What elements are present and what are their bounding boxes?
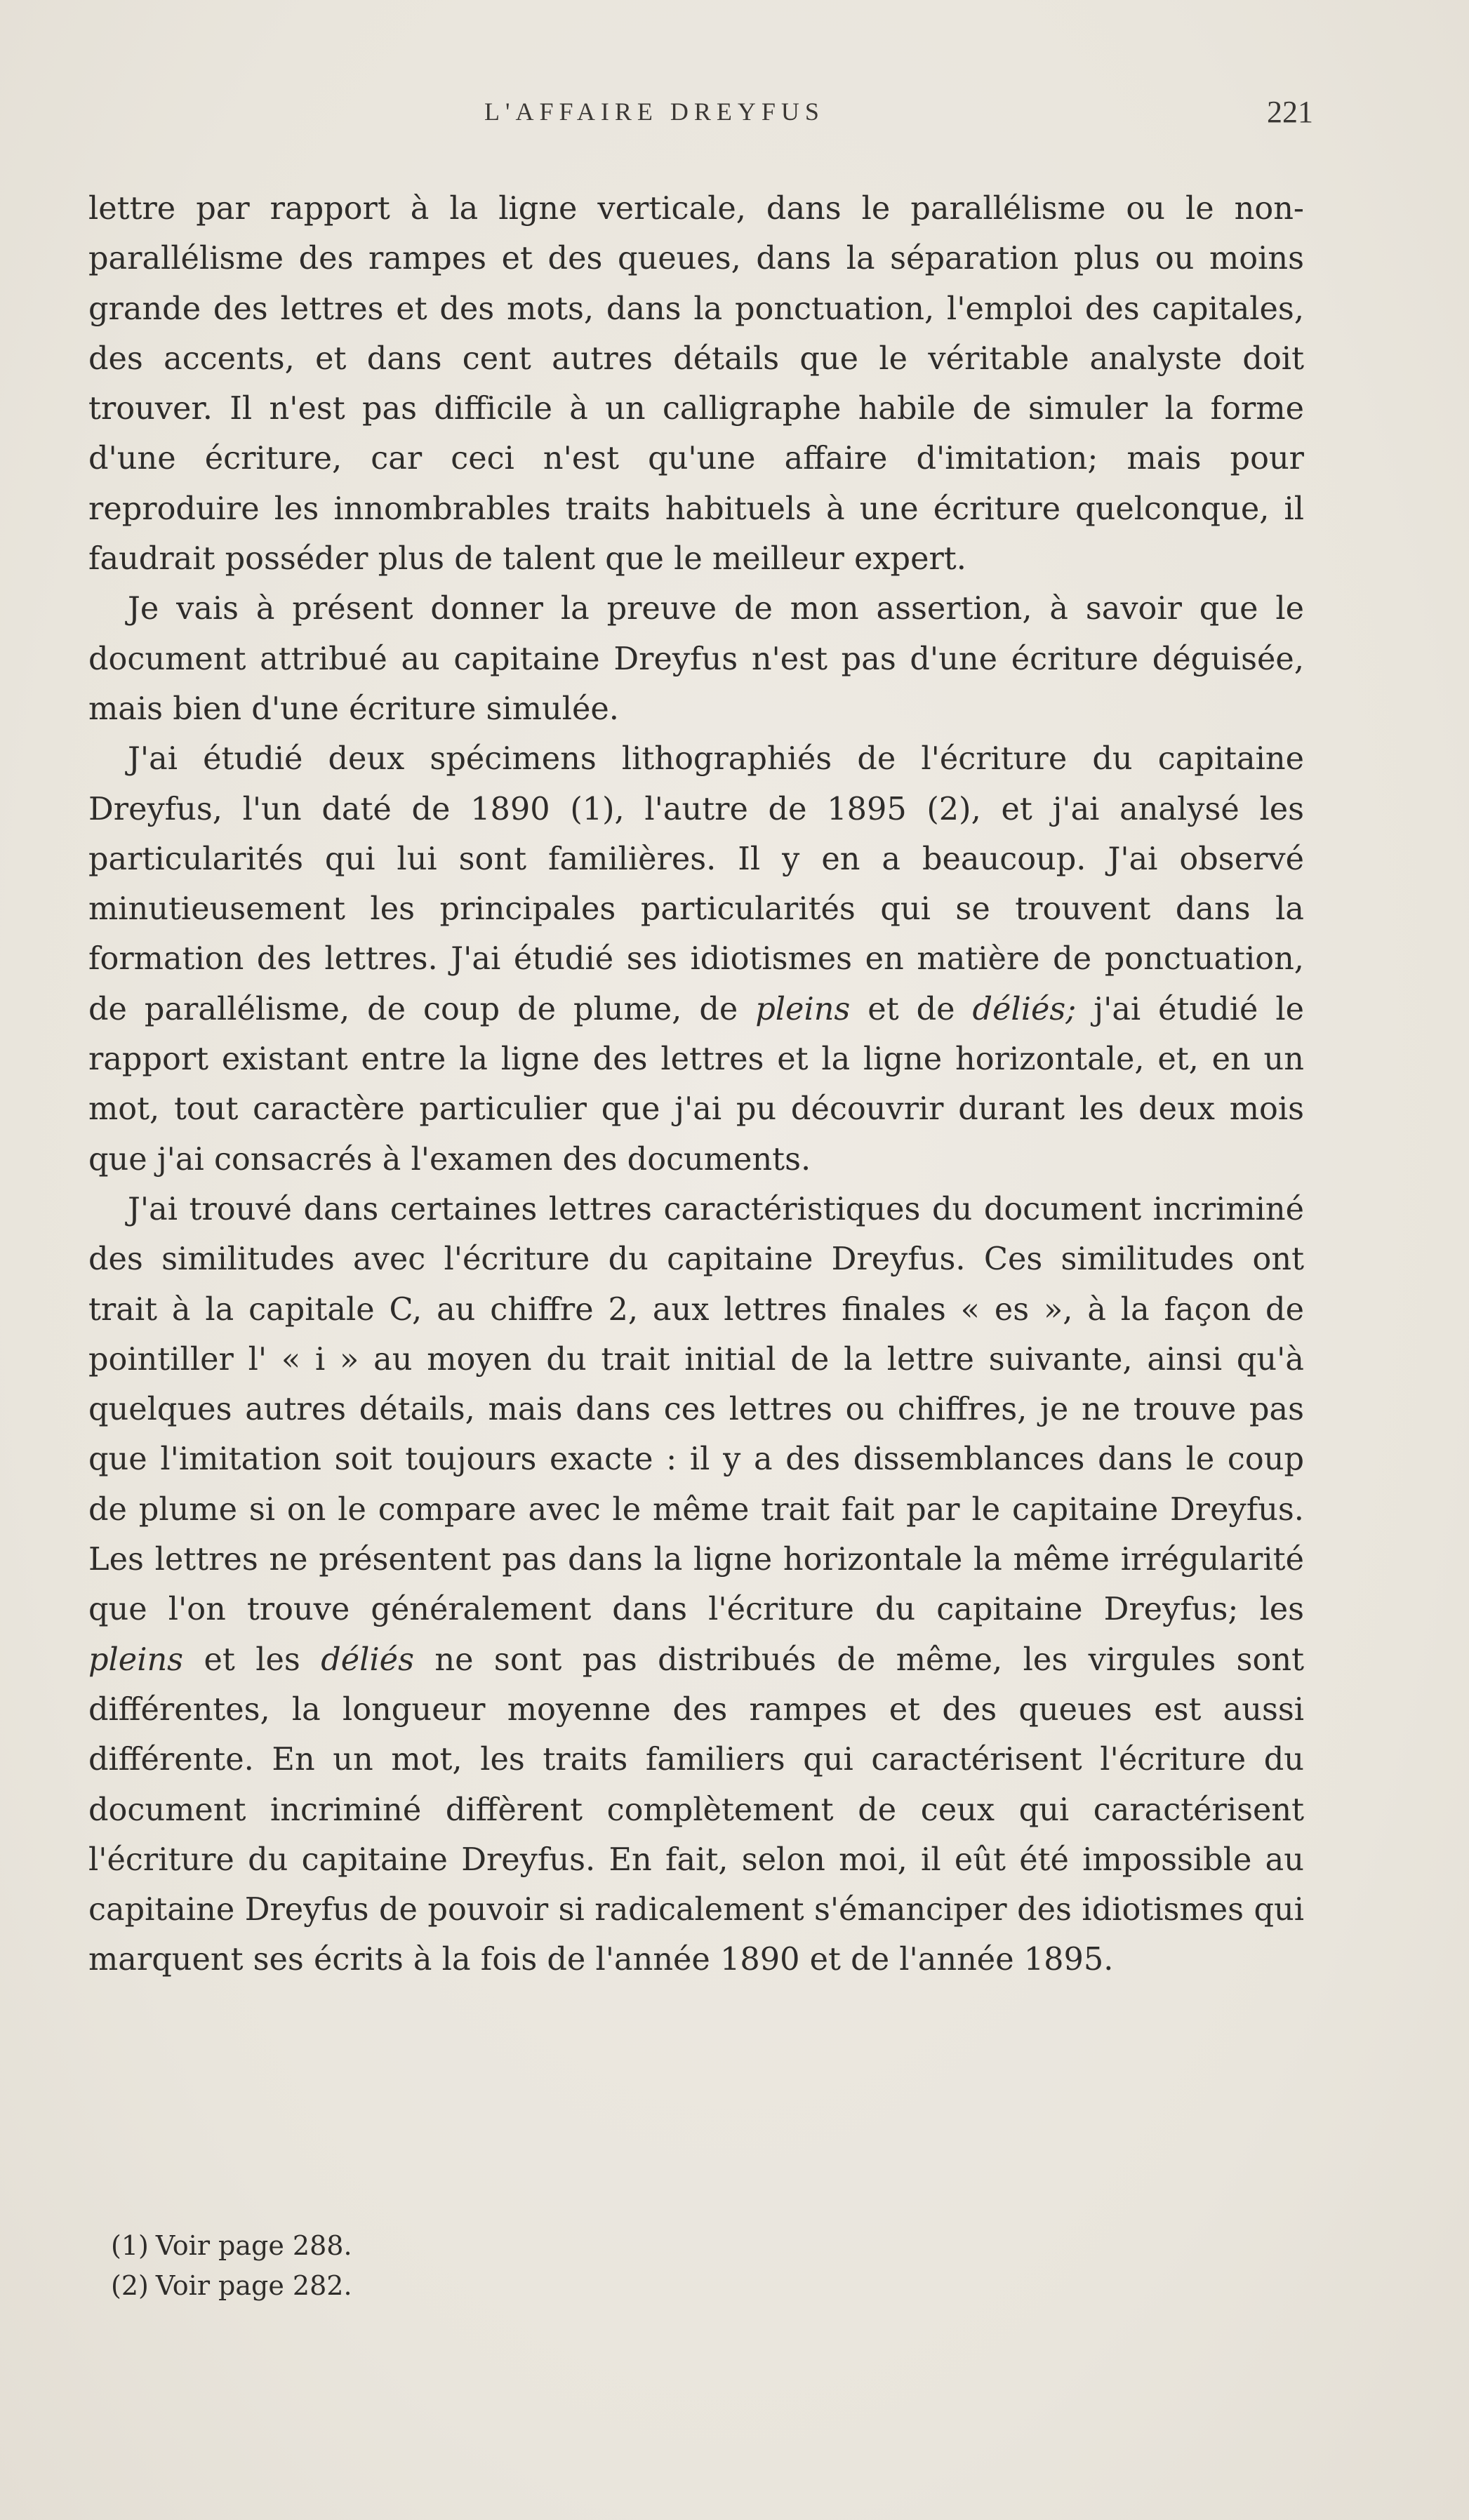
text-run: et les xyxy=(183,1641,321,1678)
body-text xyxy=(88,184,1304,1985)
footnote-mark: (1) xyxy=(111,2230,149,2261)
text-run: ne sont pas distribués de même, les virgules sont différentes, la longueur moyenne des rampes et des queues est aussi différente. En un mot, les traits familiers qui caractérisent l'écriture du document incriminé diffèrent complètement de ceux qui caractérisent l'écriture du capitaine Dreyfus. En fait, selon moi, il eût été impossible au capitaine Dreyfus de pouvoir si radicalement s'émanciper des idiotismes qui marquent ses écrits à la fois de l'année 1890 et de l'année 1895. xyxy=(88,1641,1305,1978)
text-run: J'ai étudié deux spécimens lithographiés de l'écriture du capitaine Dreyfus, l'un daté de 1890 (1), l'autre de 1895 (2), et j'ai analysé les particularités qui lui sont familières. Il y en a beaucoup. J'ai observé minutieusement les principales particularités qui se trouvent dans la formation des lettres. J'ai étudié ses idiotismes en matière de ponctuation, de parallélisme, de coup de plume, de xyxy=(88,740,1304,1027)
paragraph xyxy=(88,584,1304,734)
paragraph xyxy=(88,184,1304,584)
text-run: Je vais à présent donner la preuve de mon assertion, à savoir que le document attribué au capitaine Dreyfus n'est pas d'une écriture déguisée, mais bien d'une écriture simulée. xyxy=(88,590,1304,727)
italic-term: déliés xyxy=(321,1641,414,1678)
italic-term: déliés; xyxy=(972,990,1077,1027)
paragraph xyxy=(88,1185,1304,1985)
running-title: L'AFFAIRE DREYFUS xyxy=(484,98,825,126)
italic-term: pleins xyxy=(88,1641,184,1678)
text-run: et de xyxy=(850,990,973,1027)
running-head xyxy=(0,97,1469,139)
footnotes xyxy=(111,2226,1164,2306)
paragraph xyxy=(88,734,1304,1185)
text-run: lettre par rapport à la ligne verticale, dans le parallélisme ou le non-parallélisme des rampes et des queues, dans la séparation plus ou moins grande des lettres et des mots, dans la ponctuation, l'emploi des capitales, des accents, et dans cent autres détails que le véritable analyste doit trouver. Il n'est pas difficile à un calligraphe habile de simuler la forme d'une écriture, car ceci n'est qu'une affaire d'imitation; mais pour reproduire les innombrables traits habituels à une écriture quelconque, il faudrait posséder plus de talent que le meilleur expert. xyxy=(88,190,1304,578)
footnote xyxy=(111,2226,1164,2266)
italic-term: pleins xyxy=(755,990,851,1027)
footnote-text: Voir page 282. xyxy=(155,2270,352,2301)
footnote xyxy=(111,2266,1164,2306)
text-run: j'ai étudié le rapport existant entre la ligne des lettres et la ligne horizontale, et, en un mot, tout caractère particulier que j'ai pu découvrir durant les deux mois que j'ai consacrés à l'examen des documents. xyxy=(88,990,1305,1178)
page-number: 221 xyxy=(1267,95,1313,129)
footnote-mark: (2) xyxy=(111,2270,149,2301)
footnote-text: Voir page 288. xyxy=(155,2230,352,2261)
text-run: J'ai trouvé dans certaines lettres caractéristiques du document incriminé des similitudes avec l'écriture du capitaine Dreyfus. Ces similitudes ont trait à la capitale C, au chiffre 2, aux lettres finales « es », à la façon de pointiller l' « i » au moyen du trait initial de la lettre suivante, ainsi qu'à quelques autres détails, mais dans ces lettres ou chiffres, je ne trouve pas que l'imitation soit toujours exacte : il y a des dissemblances dans le coup de plume si on le compare avec le même trait fait par le capitaine Dreyfus. Les lettres ne présentent pas dans la ligne horizontale la même irrégularité que l'on trouve généralement dans l'écriture du capitaine Dreyfus; les xyxy=(88,1190,1304,1628)
